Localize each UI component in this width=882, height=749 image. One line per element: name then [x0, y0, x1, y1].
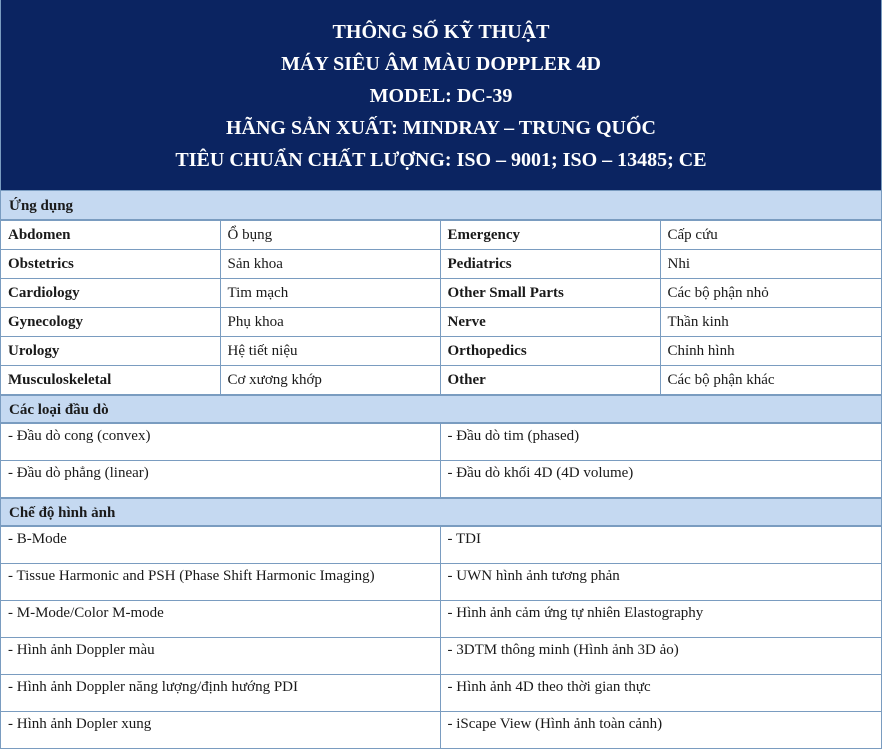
imaging-mode-row-cell: - UWN hình ảnh tương phản: [440, 564, 881, 601]
application-row-cell: Cấp cứu: [660, 221, 881, 250]
application-row-cell: Các bộ phận khác: [660, 366, 881, 395]
probe-row-cell: - Đầu dò phẳng (linear): [1, 461, 440, 498]
application-row-cell: Thần kinh: [660, 308, 881, 337]
imaging-mode-row: [1, 527, 881, 564]
application-row-cell: Tim mạch: [220, 279, 440, 308]
imaging-mode-row-cell: - Hình ảnh cảm ứng tự nhiên Elastography: [440, 601, 881, 638]
imaging-mode-row: [1, 601, 881, 638]
application-row-cell: Phụ khoa: [220, 308, 440, 337]
application-row-cell: Hệ tiết niệu: [220, 337, 440, 366]
section-applications-title: Ứng dụng: [1, 190, 881, 220]
imaging-mode-row-cell: - iScape View (Hình ảnh toàn cảnh): [440, 712, 881, 749]
imaging-mode-row: [1, 675, 881, 712]
application-row-cell: Cơ xương khớp: [220, 366, 440, 395]
application-row: [1, 337, 881, 366]
imaging-mode-row-cell: - Hình ảnh Doppler màu: [1, 638, 440, 675]
application-row-cell: Other: [440, 366, 660, 395]
header-title: THÔNG SỐ KỸ THUẬT: [332, 21, 550, 43]
imaging-mode-row-cell: - 3DTM thông minh (Hình ảnh 3D ảo): [440, 638, 881, 675]
section-imaging-title: Chế độ hình ảnh: [1, 498, 881, 526]
application-row-cell: Abdomen: [1, 221, 220, 250]
header-product: MÁY SIÊU ÂM MÀU DOPPLER 4D: [281, 53, 601, 75]
application-row-cell: Urology: [1, 337, 220, 366]
application-row-cell: Musculoskeletal: [1, 366, 220, 395]
application-row-cell: Các bộ phận nhỏ: [660, 279, 881, 308]
probe-row: [1, 461, 881, 498]
application-row-cell: Pediatrics: [440, 250, 660, 279]
applications-table: [1, 220, 881, 395]
application-row-cell: Ổ bụng: [220, 221, 440, 250]
probe-row-cell: - Đầu dò khối 4D (4D volume): [440, 461, 881, 498]
imaging-mode-row-cell: - Hình ảnh Dopler xung: [1, 712, 440, 749]
imaging-mode-row-cell: - TDI: [440, 527, 881, 564]
application-row-cell: Gynecology: [1, 308, 220, 337]
header-manufacturer: HÃNG SẢN XUẤT: MINDRAY – TRUNG QUỐC: [225, 117, 657, 139]
application-row-cell: Sản khoa: [220, 250, 440, 279]
application-row: [1, 221, 881, 250]
imaging-mode-row-cell: - B-Mode: [1, 527, 440, 564]
probe-row: [1, 424, 881, 461]
probe-row-cell: - Đầu dò tim (phased): [440, 424, 881, 461]
imaging-mode-row: [1, 638, 881, 675]
imaging-mode-row: [1, 712, 881, 749]
application-row-cell: Obstetrics: [1, 250, 220, 279]
application-row-cell: Cardiology: [1, 279, 220, 308]
application-row: [1, 308, 881, 337]
header-standards: TIÊU CHUẨN CHẤT LƯỢNG: ISO – 9001; ISO – 13485; CE: [175, 149, 707, 171]
application-row: [1, 366, 881, 395]
imaging-mode-row: [1, 564, 881, 601]
header-model: MODEL: DC-39: [369, 85, 513, 107]
application-row-cell: Nhi: [660, 250, 881, 279]
probe-row-cell: - Đầu dò cong (convex): [1, 424, 440, 461]
application-row-cell: Chỉnh hình: [660, 337, 881, 366]
imaging-modes-table: [1, 526, 881, 749]
application-row-cell: Nerve: [440, 308, 660, 337]
application-row-cell: Other Small Parts: [440, 279, 660, 308]
imaging-mode-row-cell: - Hình ảnh 4D theo thời gian thực: [440, 675, 881, 712]
imaging-mode-row-cell: - Tissue Harmonic and PSH (Phase Shift Harmonic Imaging): [1, 564, 440, 601]
spec-header: [1, 0, 881, 190]
imaging-mode-row-cell: - Hình ảnh Doppler năng lượng/định hướng PDI: [1, 675, 440, 712]
imaging-mode-row-cell: - M-Mode/Color M-mode: [1, 601, 440, 638]
application-row: [1, 250, 881, 279]
probes-table: [1, 423, 881, 498]
application-row-cell: Orthopedics: [440, 337, 660, 366]
application-row: [1, 279, 881, 308]
application-row-cell: Emergency: [440, 221, 660, 250]
section-probes-title: Các loại đầu dò: [1, 395, 881, 423]
